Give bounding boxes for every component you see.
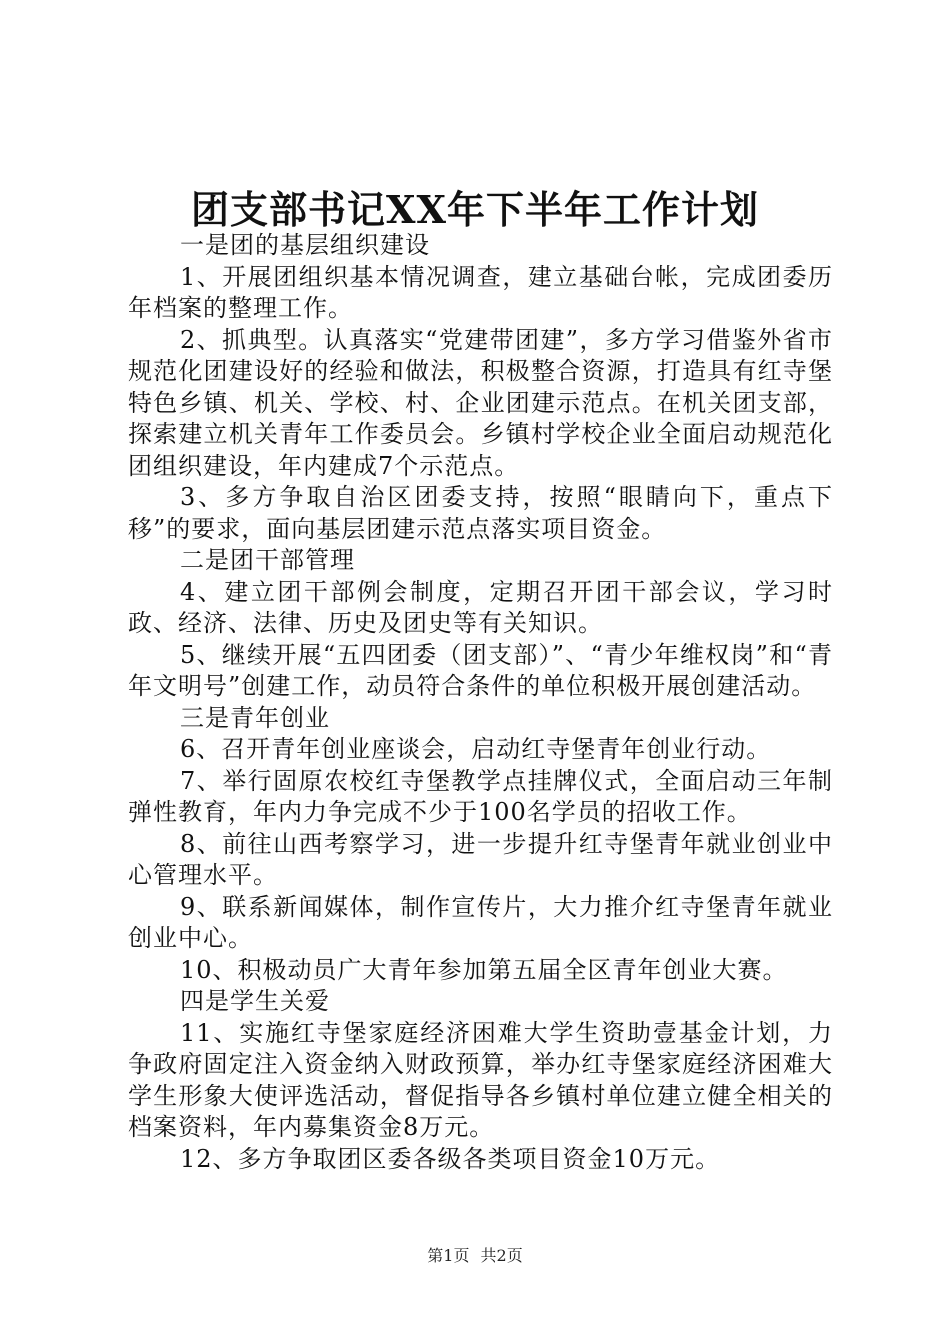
paragraph-3: 3、多方争取自治区团委支持，按照“眼睛向下，重点下移”的要求，面向基层团建示范点落实项目资金。 <box>128 483 833 543</box>
paragraph-7: 7、举行固原农校红寺堡教学点挂牌仪式，全面启动三年制弹性教育，年内力争完成不少于100名学员的招收工作。 <box>128 766 833 826</box>
paragraph-10: 10、积极动员广大青年参加第五届全区青年创业大赛。 <box>180 955 788 984</box>
page-footer <box>0 1244 950 1268</box>
section-heading-3: 三是青年创业 <box>180 703 330 732</box>
paragraph-12: 12、多方争取团区委各级各类项目资金10万元。 <box>180 1144 721 1173</box>
section-heading-4: 四是学生关爱 <box>180 987 330 1015</box>
total-pages: 共2页 <box>480 1246 523 1265</box>
section-heading-1: 一是团的基层组织建设 <box>180 231 430 259</box>
paragraph-1: 1、开展团组织基本情况调查，建立基础台帐，完成团委历年档案的整理工作。 <box>128 262 833 322</box>
paragraph-6: 6、召开青年创业座谈会，启动红寺堡青年创业行动。 <box>180 735 772 763</box>
paragraph-2: 2、抓典型。认真落实“党建带团建”，多方学习借鉴外省市规范化团建设好的经验和做法，积极整合资源，打造具有红寺堡特色乡镇、机关、学校、村、企业团建示范点。在机关团支部，探索建立机关青年工作委员会。乡镇村学校企业全面启动规范化团组织建设，年内建成7个示范点。 <box>128 325 833 480</box>
document-title: 团支部书记XX年下半年工作计划 <box>191 187 759 232</box>
paragraph-5: 5、继续开展“五四团委（团支部）”、“青少年维权岗”和“青年文明号”创建工作，动员符合条件的单位积极开展创建活动。 <box>128 640 833 700</box>
document-body <box>128 230 833 1175</box>
section-heading-2: 二是团干部管理 <box>180 546 355 574</box>
paragraph-4: 4、建立团干部例会制度，定期召开团干部会议，学习时政、经济、法律、历史及团史等有关知识。 <box>128 577 833 637</box>
page-number: 第1页 <box>427 1246 470 1265</box>
paragraph-11: 11、实施红寺堡家庭经济困难大学生资助壹基金计划，力争政府固定注入资金纳入财政预算，举办红寺堡家庭经济困难大学生形象大使评选活动，督促指导各乡镇村单位建立健全相关的档案资料，年内募集资金8万元。 <box>128 1018 833 1141</box>
paragraph-8: 8、前往山西考察学习，进一步提升红寺堡青年就业创业中心管理水平。 <box>128 829 833 889</box>
paragraph-9: 9、联系新闻媒体，制作宣传片，大力推介红寺堡青年就业创业中心。 <box>128 892 833 952</box>
